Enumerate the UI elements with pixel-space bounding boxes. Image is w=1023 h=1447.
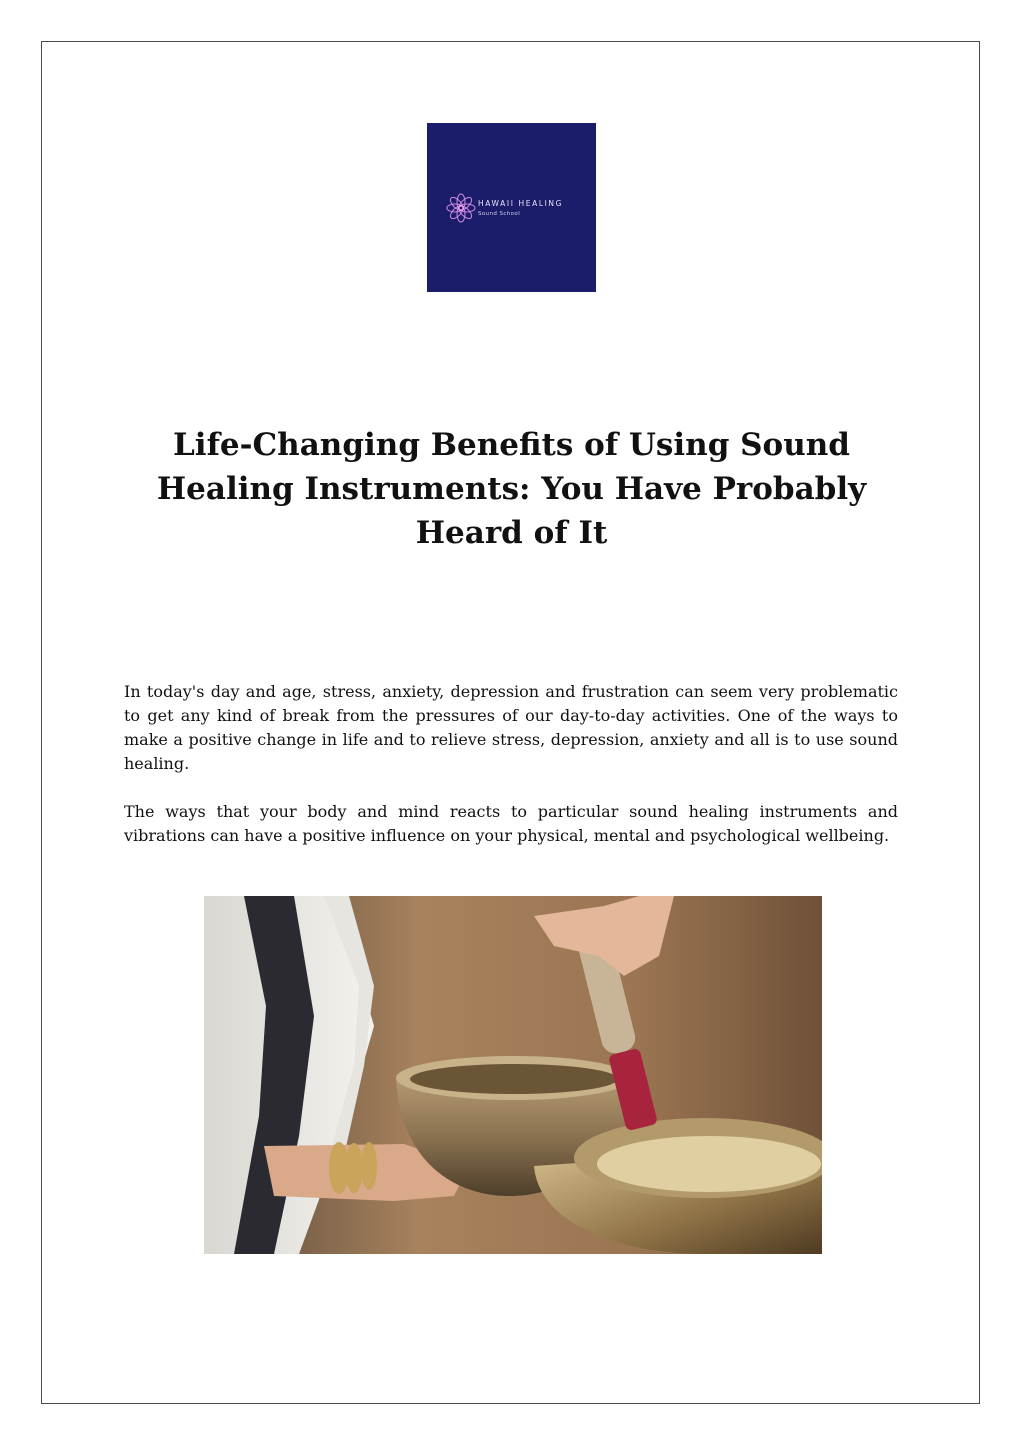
brand-name: HAWAII HEALING (478, 199, 564, 208)
article-title: Life-Changing Benefits of Using Sound Healing Instruments: You Have Probably Heard of It (156, 427, 867, 551)
article-paragraph-1: In today's day and age, stress, anxiety, depression and frustration can seem very problematic to get any kind of break from the pressures of our day-to-day activities. One of the ways to make a positive change in life and to relieve stress, depression, anxiety and all is to use sound healing. (124, 682, 898, 773)
article-paragraph-2: The ways that your body and mind reacts to particular sound healing instruments and vibrations can have a positive influence on your physical, mental and psychological wellbeing. (124, 802, 898, 845)
brand-subtitle: Sound School (478, 211, 521, 217)
singing-bowl-photo (204, 896, 822, 1254)
brand-logo (427, 123, 596, 292)
